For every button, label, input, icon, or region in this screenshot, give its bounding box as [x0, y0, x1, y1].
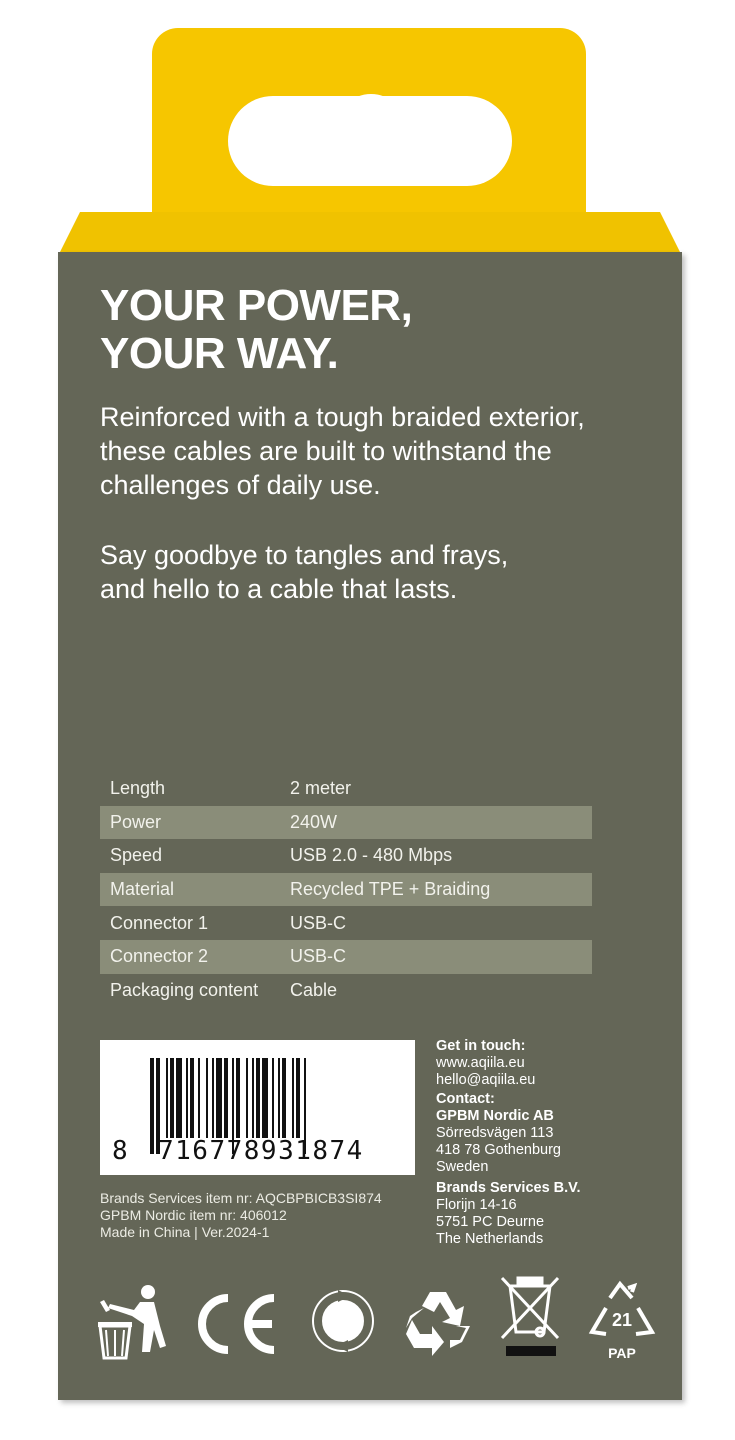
spec-value: USB-C: [290, 912, 347, 933]
spec-value: USB-C: [290, 946, 347, 967]
spec-row: [100, 974, 592, 1008]
spec-label: Packaging content: [110, 979, 259, 1000]
spec-table: [100, 772, 592, 1007]
spec-value: Cable: [290, 979, 338, 1000]
made-in-version: Made in China | Ver.2024-1: [100, 1224, 270, 1240]
package-back: [58, 252, 682, 1400]
company-2-name: Brands Services B.V.: [436, 1180, 581, 1196]
company-2-address-line: Florijn 14-16: [436, 1197, 517, 1213]
recycle-icon: [402, 1286, 474, 1358]
spec-value: 2 meter: [290, 778, 352, 799]
spec-value: Recycled TPE + Braiding: [290, 879, 491, 900]
pap-21-recycling-icon: [586, 1278, 658, 1368]
contact-block: [436, 1038, 581, 1248]
recycling-code-label: PAP: [608, 1345, 636, 1361]
spec-label: Material: [110, 879, 175, 900]
weee-crossed-bin-icon: [498, 1274, 562, 1360]
ce-mark-icon: [192, 1292, 282, 1356]
spec-label: Speed: [110, 845, 163, 866]
company-1-address-line: Sörredsvägen 113: [436, 1125, 554, 1141]
headline: YOUR POWER, YOUR WAY.: [100, 281, 413, 378]
item-info: [100, 1190, 382, 1241]
company-1-address-line: Sweden: [436, 1159, 489, 1175]
website-link[interactable]: www.aqiila.eu: [436, 1055, 525, 1071]
spec-row: [100, 839, 592, 873]
description-paragraph-2: Say goodbye to tangles and frays, and hello to a cable that lasts.: [100, 540, 509, 604]
hang-hole: [228, 96, 512, 186]
company-1-name: GPBM Nordic AB: [436, 1108, 554, 1124]
spec-label: Power: [110, 811, 162, 832]
spec-row: [100, 940, 592, 974]
description-paragraph-1: Reinforced with a tough braided exterior, these cables are built to withstand the challenges of daily use.: [100, 402, 585, 500]
spec-row: [100, 772, 592, 806]
tidyman-icon: [96, 1282, 172, 1362]
email-link[interactable]: hello@aqiila.eu: [436, 1072, 536, 1088]
spec-label: Connector 2: [110, 946, 209, 967]
compliance-symbols: [96, 1274, 656, 1384]
company-1-address-line: 418 78 Gothenburg: [436, 1142, 561, 1158]
company-2-address-line: The Netherlands: [436, 1231, 544, 1247]
barcode-first-digit: 8: [112, 1136, 128, 1166]
recycling-code-number: 21: [611, 1310, 633, 1330]
spec-value: 240W: [290, 811, 338, 832]
spec-label: Connector 1: [110, 912, 209, 933]
spec-row: [100, 906, 592, 940]
barcode: [100, 1040, 415, 1175]
barcode-digits: 716778931874: [158, 1136, 364, 1166]
spec-row: [100, 873, 592, 907]
spec-value: USB 2.0 - 480 Mbps: [290, 845, 453, 866]
box-top-flap: [58, 212, 682, 256]
spec-row: [100, 806, 592, 840]
spec-label: Length: [110, 778, 166, 799]
green-dot-icon: [308, 1286, 378, 1356]
get-in-touch-label: Get in touch:: [436, 1038, 526, 1054]
company-2-address-line: 5751 PC Deurne: [436, 1214, 545, 1230]
contact-label: Contact:: [436, 1091, 495, 1107]
gpbm-item-number: GPBM Nordic item nr: 406012: [100, 1207, 287, 1223]
brands-services-item-number: Brands Services item nr: AQCBPBICB3SI874: [100, 1190, 382, 1206]
